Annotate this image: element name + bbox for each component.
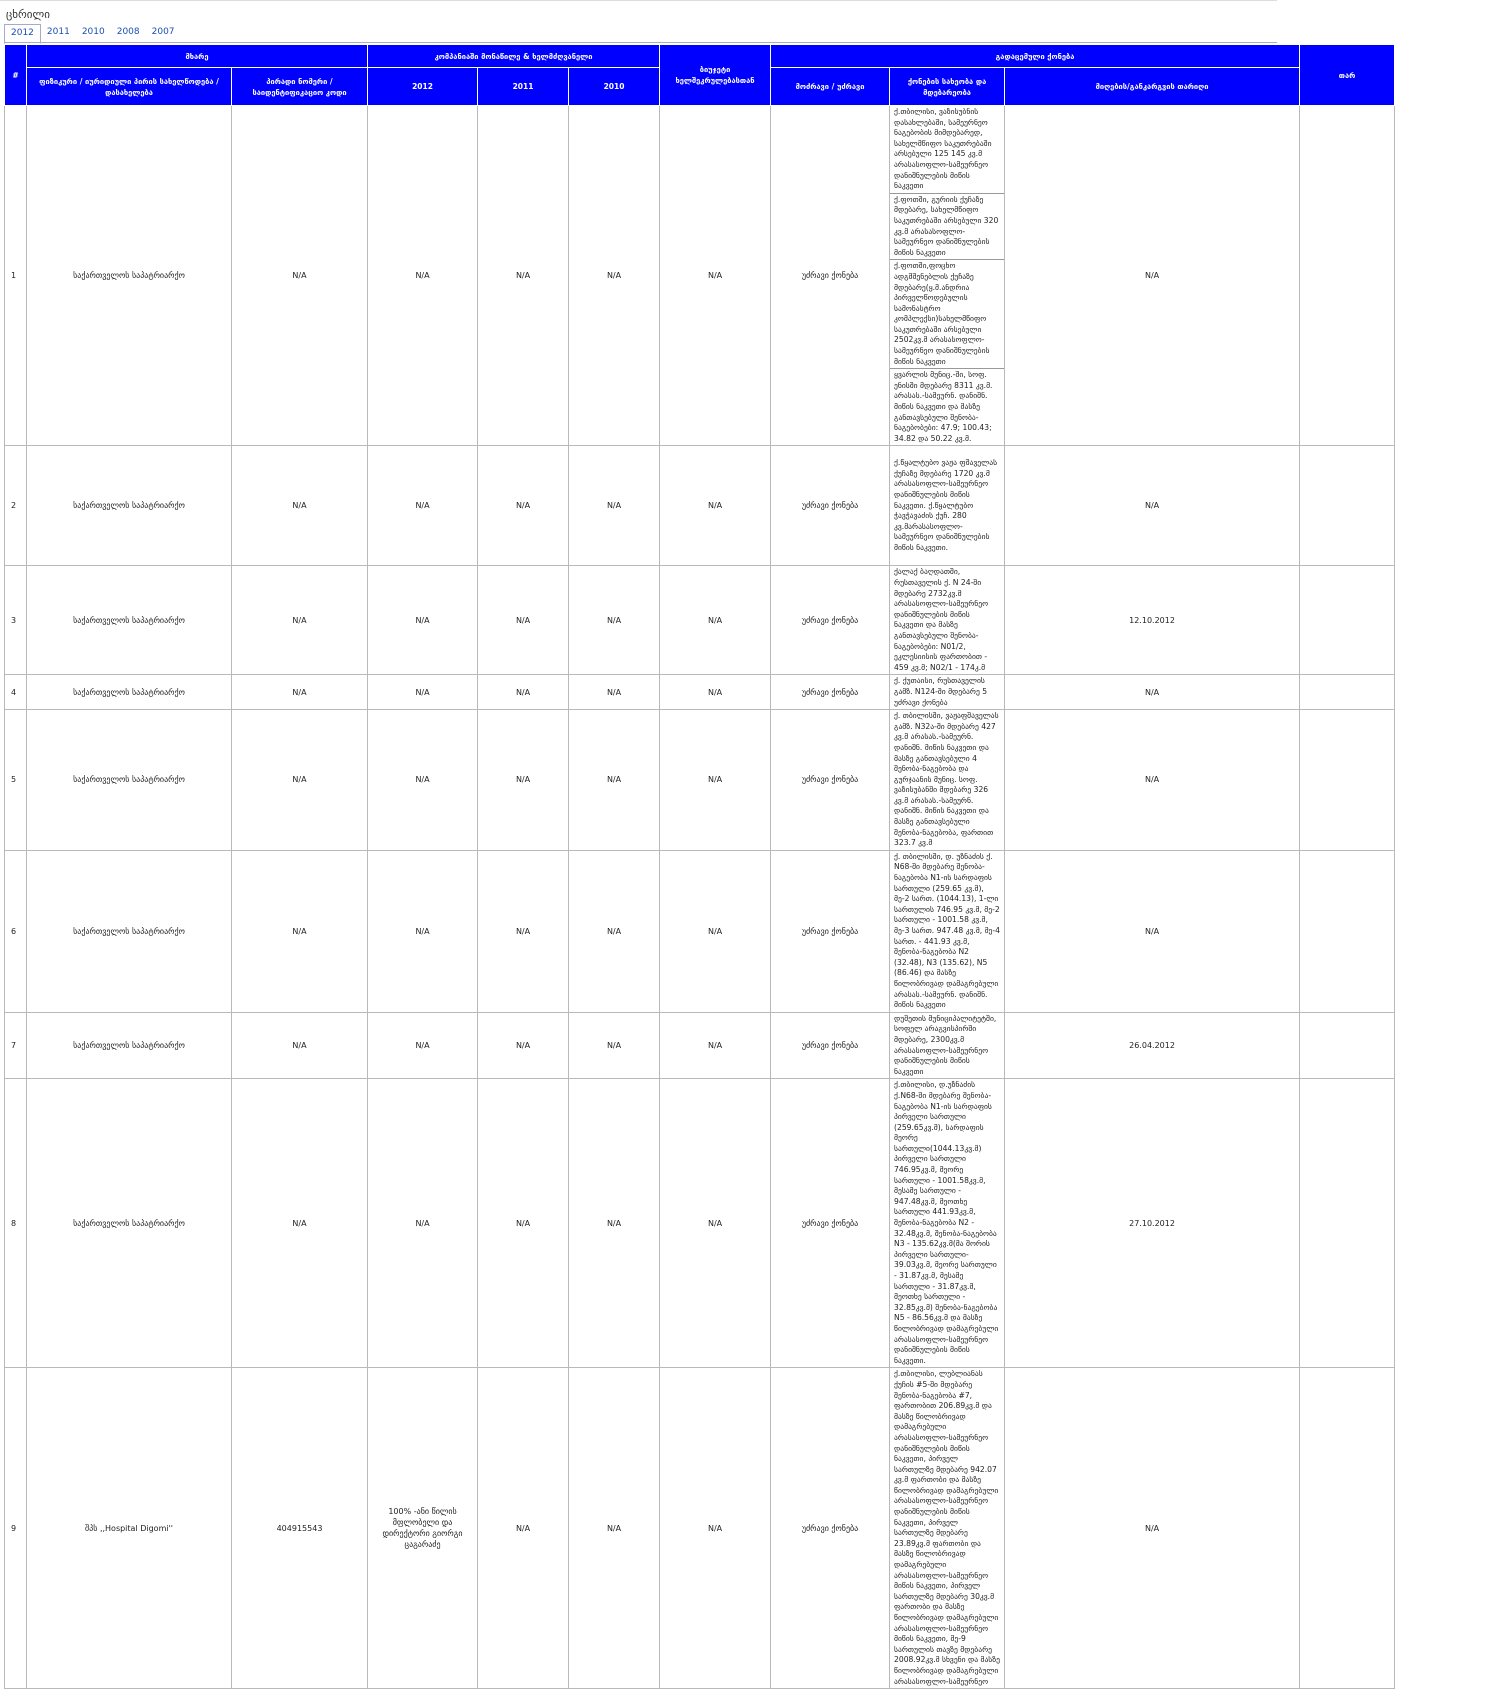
property-item: ქ.თბილისი, ვაზისუბნის დასახლებაში, სამეურნეო ნაგებობის მიმდებარედ, სახელმწიფო საკუთრებაში არსებული 125 145 კვ.მ არასასოფლო-სამეურნეო დანიშნულების მიწის ნაკვეთი <box>890 106 1004 194</box>
property-type-cell: უძრავი ქონება <box>771 106 890 446</box>
table-row <box>5 710 1495 851</box>
budget-relation-cell: N/A <box>660 1368 771 1689</box>
tab-2008[interactable]: 2008 <box>116 27 140 37</box>
owner-id-cell: N/A <box>232 850 368 1012</box>
property-description-cell <box>890 566 1005 675</box>
owner-id-cell: 404915543 <box>232 1368 368 1689</box>
owner-id-cell: N/A <box>232 446 368 566</box>
year-2010-cell: N/A <box>569 446 660 566</box>
extra-header: თარ <box>1300 45 1395 106</box>
budget-relation-cell: N/A <box>660 710 771 851</box>
date-cell: N/A <box>1005 1368 1300 1689</box>
property-type-cell: უძრავი ქონება <box>771 566 890 675</box>
property-description-cell <box>890 1012 1005 1079</box>
row-number: 6 <box>5 850 27 1012</box>
year-2012-cell: N/A <box>368 1012 478 1079</box>
year-2012-cell: N/A <box>368 1079 478 1368</box>
owner-id-cell: N/A <box>232 106 368 446</box>
owner-name-header: ფიზიკური / იურიდიული პირის სახელწოდება / დასახელება <box>27 68 232 106</box>
owner-name-cell: საქართველოს საპატრიარქო <box>27 566 232 675</box>
tab-2012[interactable]: 2012 <box>4 24 41 44</box>
property-item: ქ.თბილისი, ლუბლიანას ქუჩის #5-ში მდებარე შენობა-ნაგებობა #7, ფართობით 206.89კვ.მ და მასზე წილობრივად დამაგრებული არასასოფლო-სამეურნეო დანიშნულების მიწის ნაკვეთი, პირველ სართულზე მდებარე 942.07 კვ.მ ფართობი და მასზე წილობრივად დამაგრებული არასასოფლო-სამეურნეო დანიშნულების მიწის ნაკვეთი, პირველ სართულზე მდებარე 23.89კვ.მ ფართობი და მასზე წილობრივად დამაგრებული არასასოფლო-სამეურნეო მიწის ნაკვეთი, პირველ სართულზე მდებარე 30კვ.მ ფართობი და მასზე წილობრივად დამაგრებული არასასოფლო-სამეურნეო მიწის ნაკვეთი, მე-9 სართულის თავზე მდებარე 2008.92კვ.მ სხვენი და მასზე წილობრივად დამაგრებული არასასოფლო-სამეურნეო <box>894 1369 1000 1686</box>
property-description-cell <box>890 1368 1005 1689</box>
property-item: ქ.თბილისი, დ.უზნაძის ქ.N68-ში მდებარე შენობა-ნაგებობა N1-ის სარდაფის პირველი სართული (259.65კვ.მ), სარდაფის მეორე სართული(1044.13კვ.მ) პირველი სართული 746.95კვ.მ, მეორე სართული - 1001.58კვ.მ, მესამე სართული - 947.48კვ.მ, მეოთხე სართული 441.93კვ.მ, შენობა-ნაგებობა N2 - 32.48კვ.მ, შენობა-ნაგებობა N3 - 135.62კვ.მ(მა შორის პირველი სართული- 39.03კვ.მ, მეორე სართული - 31.87კვ.მ, მესამე სართული - 31.87კვ.მ, მეოთხე სართული - 32.85კვ.მ) შენობა-ნაგებობა N5 - 86.56კვ.მ და მასზე წილობრივად დამაგრებული არასასოფლო-სამეურნეო დანიშნულების მიწის ნაკვეთი. <box>894 1080 999 1365</box>
year-2011-cell: N/A <box>478 675 569 710</box>
owner-id-cell: N/A <box>232 710 368 851</box>
property-type-cell: უძრავი ქონება <box>771 710 890 851</box>
extra-cell <box>1300 1368 1395 1689</box>
property-description-cell <box>890 850 1005 1012</box>
table-row <box>5 106 1495 446</box>
year-2012-cell: N/A <box>368 710 478 851</box>
budget-relation-cell: N/A <box>660 566 771 675</box>
year-2010-cell: N/A <box>569 850 660 1012</box>
tab-2007[interactable]: 2007 <box>151 27 175 37</box>
property-description-cell <box>890 106 1005 446</box>
table-row <box>5 850 1495 1012</box>
row-number: 9 <box>5 1368 27 1689</box>
row-number: 4 <box>5 675 27 710</box>
date-cell: N/A <box>1005 675 1300 710</box>
extra-cell <box>1300 675 1395 710</box>
year-2010-cell: N/A <box>569 1079 660 1368</box>
year-2011-cell: N/A <box>478 1012 569 1079</box>
property-item: ყვარლის მუნიც.-ში, სოფ. ენისში მდებარე 8311 კვ.მ. არასას.-სამეურნ. დანიშნ. მიწის ნაკვეთი და მასზე განთავსებული შენობა-ნაგებობები: 47.9; 100.43; 34.82 და 50.22 კვ.მ. <box>894 370 993 443</box>
date-cell: N/A <box>1005 850 1300 1012</box>
date-cell: 26.04.2012 <box>1005 1012 1300 1079</box>
year-2010-cell: N/A <box>569 710 660 851</box>
year-2012-cell: 100% -ანი წილის მფლობელი და დირექტორი გიორგი ცაგარაძე <box>368 1368 478 1689</box>
row-number: 1 <box>5 106 27 446</box>
year-2012-cell: N/A <box>368 446 478 566</box>
budget-relation-cell: N/A <box>660 446 771 566</box>
year-2012-header: 2012 <box>368 68 478 106</box>
extra-cell <box>1300 106 1395 446</box>
tabs-divider <box>4 42 1277 43</box>
property-description-header: ქონების სახეობა და მდებარეობა <box>890 68 1005 106</box>
table-row <box>5 1079 1495 1368</box>
budget-relation-cell: N/A <box>660 1012 771 1079</box>
owner-group-header: მხარე <box>27 45 368 68</box>
tab-2011[interactable]: 2011 <box>46 27 70 37</box>
owner-name-cell: საქართველოს საპატრიარქო <box>27 850 232 1012</box>
budget-relation-cell: N/A <box>660 106 771 446</box>
property-item: ქ. ქუთაისი, რუსთაველის გამზ. N124-ში მდებარე 5 უძრავი ქონება <box>894 676 988 707</box>
property-description-cell <box>890 675 1005 710</box>
owner-name-cell: საქართველოს საპატრიარქო <box>27 710 232 851</box>
row-number: 8 <box>5 1079 27 1368</box>
property-type-cell: უძრავი ქონება <box>771 446 890 566</box>
year-2010-cell: N/A <box>569 675 660 710</box>
property-item: ქ. თბილისში, ვაჟაფშაველას გამზ. N32ა-ში მდებარე 427 კვ.მ არასას.-სამეურნ. დანიშნ. მიწის ნაკვეთი და მასზე განთავსებული 4 შენობა-ნაგებობა და გურჯაანის მუნიც. სოფ. ვაზისუბანში მდებარე 326 კვ.მ არასას.-სამეურნ. დანიშნ. მიწის ნაკვეთი და მასზე განთავსებული შენობა-ნაგებობა, ფართით 323.7 კვ.მ <box>894 711 999 848</box>
year-2010-cell: N/A <box>569 1012 660 1079</box>
table-row <box>5 566 1495 675</box>
share-group-header: კომპანიაში მონაწილე & ხელმძღვანელი <box>368 45 660 68</box>
owner-id-cell: N/A <box>232 1012 368 1079</box>
owner-name-cell: საქართველოს საპატრიარქო <box>27 1012 232 1079</box>
year-2011-cell: N/A <box>478 1079 569 1368</box>
extra-cell <box>1300 566 1395 675</box>
year-2011-cell: N/A <box>478 1368 569 1689</box>
extra-cell <box>1300 1079 1395 1368</box>
date-cell: N/A <box>1005 446 1300 566</box>
property-type-cell: უძრავი ქონება <box>771 1368 890 1689</box>
row-number: 3 <box>5 566 27 675</box>
owner-name-cell: საქართველოს საპატრიარქო <box>27 1079 232 1368</box>
year-tabs <box>4 24 181 42</box>
table-body <box>5 106 1495 1689</box>
owner-name-cell: საქართველოს საპატრიარქო <box>27 446 232 566</box>
year-2011-cell: N/A <box>478 106 569 446</box>
property-type-cell: უძრავი ქონება <box>771 1079 890 1368</box>
extra-cell <box>1300 446 1395 566</box>
table-row <box>5 1368 1495 1689</box>
table-row <box>5 675 1495 710</box>
year-2011-cell: N/A <box>478 850 569 1012</box>
property-group-header: გადაცემული ქონება <box>771 45 1300 68</box>
year-2010-header: 2010 <box>569 68 660 106</box>
date-header: მიღების/განკარგვის თარიღი <box>1005 68 1300 106</box>
owner-id-cell: N/A <box>232 566 368 675</box>
property-item: ქ.წყალტუბო ვაჟა ფშაველას ქუჩაზე მდებარე 1720 კვ.მ არასასოფლო-სამეურნეო დანიშნულების მიწის ნაკვეთი. ქ.წყალტუბო ჭავჭავაძის ქუჩ. 280 კვ.მარასასოფლო-სამეურნეო დანიშნულების მიწის ნაკვეთი. <box>894 458 998 552</box>
top-border <box>0 0 1277 1</box>
year-2011-cell: N/A <box>478 710 569 851</box>
year-2011-header: 2011 <box>478 68 569 106</box>
property-type-cell: უძრავი ქონება <box>771 675 890 710</box>
year-2012-cell: N/A <box>368 675 478 710</box>
year-2011-cell: N/A <box>478 566 569 675</box>
property-type-cell: უძრავი ქონება <box>771 1012 890 1079</box>
owner-id-cell: N/A <box>232 675 368 710</box>
property-description-cell <box>890 1079 1005 1368</box>
owner-id-header: პირადი ნომერი / საიდენტიფიკაციო კოდი <box>232 68 368 106</box>
year-2011-cell: N/A <box>478 446 569 566</box>
owner-name-cell: შპს ,,Hospital Digomi'' <box>27 1368 232 1689</box>
row-number: 2 <box>5 446 27 566</box>
extra-cell <box>1300 1012 1395 1079</box>
page-title: ცხრილი <box>6 8 50 21</box>
year-2010-cell: N/A <box>569 1368 660 1689</box>
date-cell: 12.10.2012 <box>1005 566 1300 675</box>
year-2012-cell: N/A <box>368 106 478 446</box>
property-item: ქ.ფოთში,ფოცხო ადგმშენებლის ქუჩაზე მდებარე(ყ.მ.ანდრია პირველწოდებულის სამონასტრო კომპლექსი)სახელმწიფო საკუთრებაში არსებული 2502კვ.მ არასასოფლო-სამეურნეო დანიშნულების მიწის ნაკვეთი <box>890 260 1004 369</box>
budget-relation-cell: N/A <box>660 850 771 1012</box>
property-type-cell: უძრავი ქონება <box>771 850 890 1012</box>
property-item: ქალაქ ბაღდათში, რუსთაველის ქ. N 24-ში მდებარე 2732კვ.მ არასასოფლო-სამეურნეო დანიშნულების მიწის ნაკვეთი და მასზე განთავსებული შენობა-ნაგებობები: N01/2, ეკლესიისის ფართობით - 459 კვ.მ; N02/1 - 174კ.მ <box>894 567 989 672</box>
budget-relation-cell: N/A <box>660 675 771 710</box>
property-item: დუშეთის მუნიციპალიტეტში, სოფელ არაგვისპირში მდებარე, 2300კვ.მ არასასოფლო-სამეურნეო დანიშნულების მიწის ნაკვეთი <box>894 1013 997 1076</box>
owner-name-cell: საქართველოს საპატრიარქო <box>27 675 232 710</box>
col-num-header: # <box>5 45 27 106</box>
date-cell: N/A <box>1005 106 1300 446</box>
row-number: 7 <box>5 1012 27 1079</box>
owner-id-cell: N/A <box>232 1079 368 1368</box>
budget-relation-header: ბიუჯეტი ხელშეკრულებასთან <box>660 45 771 106</box>
property-type-header: მოძრავი / უძრავი <box>771 68 890 106</box>
property-item: ქ. თბილისში, დ. უზნაძის ქ. N68-ში მდებარე შენობა-ნაგებობა N1-ის სარდაფის სართული (259.65 კვ.მ), მე-2 სართ. (1044.13), 1-ლი სართულის 746.95 კვ.მ, მე-2 სართული - 1001.58 კვ.მ, მე-3 სართ. 947.48 კვ.მ, მე-4 სართ. - 441.93 კვ.მ, შენობა-ნაგებობა N2 (32.48), N3 (135.62), N5 (86.46) და მასზე წილობრივად დამაგრებული არასას.-სამეურნ. დანიშნ. მიწის ნაკვეთი <box>894 851 1000 1010</box>
date-cell: 27.10.2012 <box>1005 1079 1300 1368</box>
year-2010-cell: N/A <box>569 566 660 675</box>
data-table <box>4 44 1495 1689</box>
year-2012-cell: N/A <box>368 850 478 1012</box>
property-item: ქ.ფოთში, გურიის ქუჩაზე მდებარე, სახელმწიფო საკუთრებაში არსებული 320 კვ.მ არასასოფლო-სამეურნეო დანიშნულების მიწის ნაკვეთი <box>890 194 1004 261</box>
row-number: 5 <box>5 710 27 851</box>
year-2012-cell: N/A <box>368 566 478 675</box>
extra-cell <box>1300 710 1395 851</box>
owner-name-cell: საქართველოს საპატრიარქო <box>27 106 232 446</box>
table-row <box>5 446 1495 566</box>
tab-2010[interactable]: 2010 <box>81 27 105 37</box>
property-description-cell <box>890 446 1005 566</box>
extra-cell <box>1300 850 1395 1012</box>
property-description-cell <box>890 710 1005 851</box>
year-2010-cell: N/A <box>569 106 660 446</box>
budget-relation-cell: N/A <box>660 1079 771 1368</box>
date-cell: N/A <box>1005 710 1300 851</box>
table-row <box>5 1012 1495 1079</box>
